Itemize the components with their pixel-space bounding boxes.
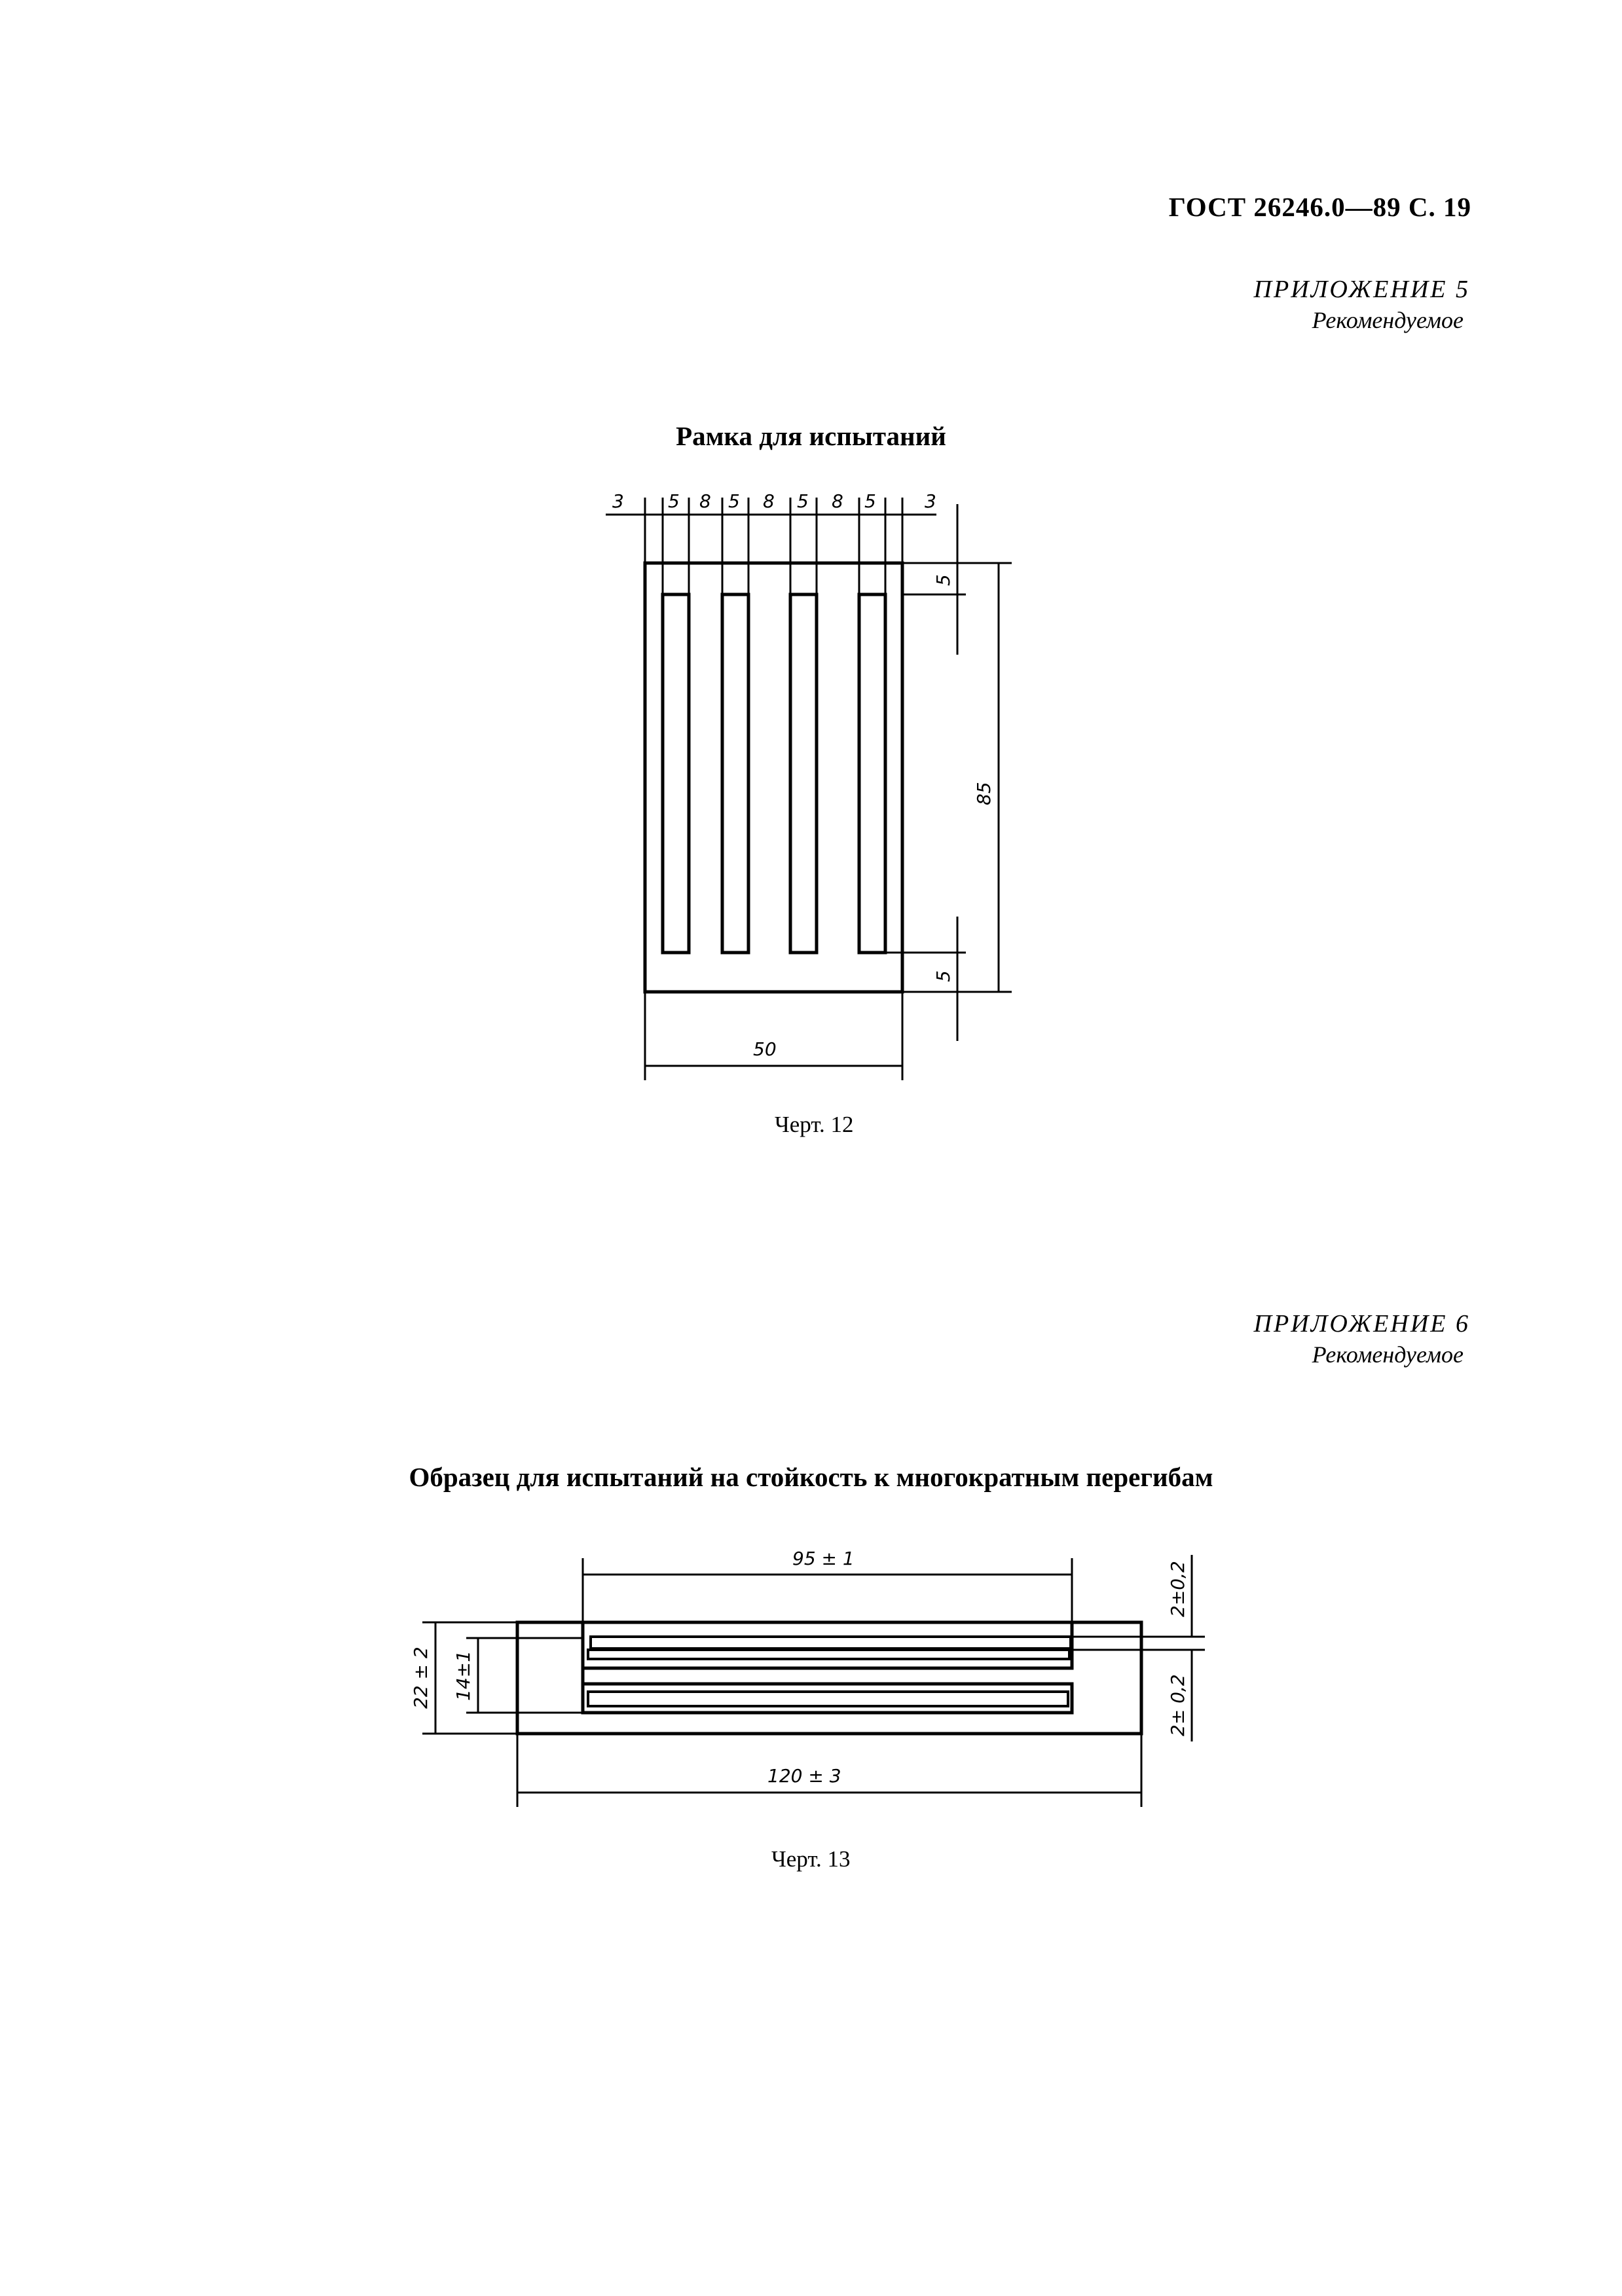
specimen-right-dimensions — [1072, 1555, 1205, 1741]
dim-top-5: 8 — [763, 490, 775, 512]
dim-top-8: 5 — [864, 490, 876, 512]
frame-slot — [859, 594, 885, 953]
dim-top-1: 3 — [612, 490, 624, 512]
dim-top-3: 8 — [699, 490, 711, 512]
frame-slot — [663, 594, 689, 953]
dim-total-height: 22 ± 2 — [410, 1647, 432, 1709]
specimen-slot — [583, 1622, 1072, 1713]
specimen-top-dimension — [583, 1558, 1072, 1637]
figure-12-caption: Черт. 12 — [775, 1112, 854, 1137]
dim-inner-height: 14±1 — [452, 1650, 474, 1701]
dim-right-bottom: 5 — [932, 970, 954, 982]
dim-top-9: 3 — [925, 490, 936, 512]
figure-13-caption: Черт. 13 — [771, 1846, 851, 1872]
specimen-inner-slots — [588, 1637, 1071, 1706]
dim-total-length: 120 ± 3 — [767, 1765, 841, 1787]
frame-slots — [663, 594, 885, 953]
dim-gap-top: 2±0,2 — [1167, 1561, 1189, 1617]
standard-header: ГОСТ 26246.0—89 С. 19 — [1168, 192, 1471, 222]
dim-slot-length: 95 ± 1 — [792, 1548, 855, 1569]
dim-top-6: 5 — [797, 490, 809, 512]
appendix-5-label: ПРИЛОЖЕНИЕ 5 — [1253, 276, 1470, 303]
frame-right-dimensions — [885, 504, 1012, 1041]
appendix-6-status: Рекомендуемое — [1312, 1341, 1464, 1368]
dim-right-top: 5 — [932, 574, 954, 586]
specimen-bottom-dimension — [517, 1734, 1141, 1807]
frame-slot — [790, 594, 817, 953]
appendix-6-title: Образец для испытаний на стойкость к многократным перегибам — [409, 1462, 1213, 1492]
frame-slot — [722, 594, 748, 953]
frame-top-labels — [612, 490, 936, 512]
appendix-5-title: Рамка для испытаний — [676, 421, 946, 451]
dim-top-2: 5 — [668, 490, 680, 512]
dim-bottom-width: 50 — [753, 1038, 777, 1060]
dim-top-7: 8 — [832, 490, 843, 512]
appendix-6-label: ПРИЛОЖЕНИЕ 6 — [1253, 1310, 1470, 1338]
frame-outline — [645, 563, 902, 992]
dim-gap-bottom: 2± 0,2 — [1167, 1674, 1189, 1736]
specimen-outline — [517, 1622, 1141, 1734]
dim-top-4: 5 — [728, 490, 740, 512]
dim-right-height: 85 — [973, 782, 995, 805]
frame-bottom-dimension — [645, 992, 902, 1080]
appendix-5-status: Рекомендуемое — [1312, 307, 1464, 333]
specimen-left-dimensions — [422, 1622, 583, 1734]
frame-top-dimensions — [606, 498, 936, 594]
